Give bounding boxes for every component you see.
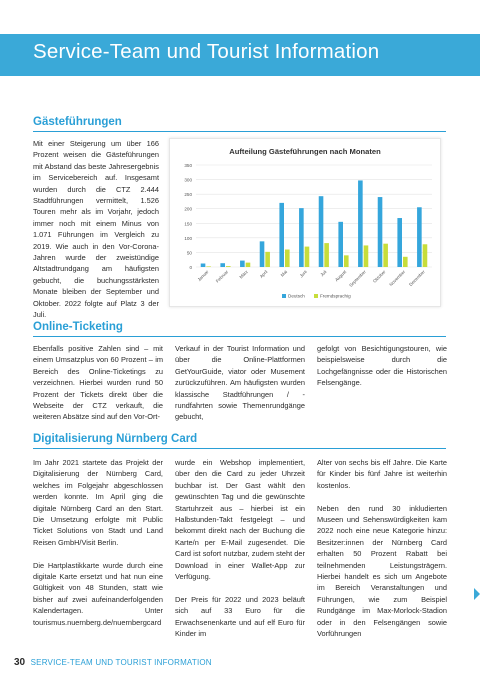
legend-label: Deutsch: [288, 293, 305, 299]
bar-deutsch: [378, 197, 383, 267]
legend-label: Fremdsprachig: [320, 293, 351, 299]
paragraph: Im Jahr 2021 startete das Projekt der Digitalisierung der Nürnberg Card, welches im Folgejahr abgeschlossen werden konnte. Im April ging die digitale Nürnberg Card an den Start. Die Umsetzung erfolgte mit Public Ticket Solutions von Stadt und Land Reisen GmbH/Visit Berlin.: [33, 458, 163, 547]
section-title-online-ticketing: Online-Ticketing: [33, 321, 123, 333]
x-tick-label: Juni: [298, 269, 308, 279]
online-ticketing-col-1: [33, 343, 163, 423]
paragraph: Alter von sechs bis elf Jahre. Die Karte für Kinder bis fünf Jahre ist weiterhin kostenlos.: [317, 458, 447, 490]
bar-fremdsprachig: [246, 263, 251, 267]
header-banner: [0, 34, 480, 76]
chart-grid: [196, 165, 432, 267]
digital-card-col-1: [33, 457, 163, 628]
x-tick-label: September: [348, 269, 367, 288]
bar-deutsch: [319, 196, 324, 267]
chart-canvas: [170, 139, 440, 306]
monthly-tours-chart: [169, 138, 441, 307]
x-tick-label: Januar: [196, 269, 210, 283]
y-tick-label: 250: [184, 192, 192, 198]
x-tick-label: Dezember: [408, 269, 426, 288]
x-tick-label: Juli: [319, 269, 328, 278]
y-tick-label: 150: [184, 221, 192, 227]
bar-deutsch: [338, 222, 343, 267]
bar-fremdsprachig: [324, 243, 329, 267]
paragraph: Verkauf in der Tourist Information und über die Online-Plattformen GetYourGuide, viator oder Musement zurückzuführen. Am häufigsten wurden klassische Stadtführungen / -rundfahrten sowie Themenrundgänge gebucht,: [175, 344, 305, 422]
section-divider: [33, 336, 446, 337]
bar-fremdsprachig: [285, 250, 290, 267]
section-title-guided-tours: Gästeführungen: [33, 116, 122, 128]
digital-card-col-3: [317, 457, 447, 639]
y-tick-label: 100: [184, 235, 192, 241]
x-tick-label: Oktober: [371, 269, 387, 284]
chart-bars: [201, 180, 428, 267]
chart-x-axis: [197, 269, 427, 288]
paragraph: Mit einer Steigerung um über 166 Prozent weisen die Gästeführungen mit Abstand das beste Jahresergebnis im Servicebereich auf. Insgesamt wurden durch die CTZ 2.444 Stadtführungen vermittelt, 1.526 Touren mehr als im Vorjahr, jedoch immer noch mit einem Minus von 1.071 Führungen im Vergleich zu 2019. Wie auch in den Vor-Corona-Jahren wurde der zweistündige Altstadtrundgang am häufigsten gebucht, die buchungsstärksten Monate bleiben der September und Oktober. 2022 folgte auf Platz 3 der Juli.: [33, 139, 159, 320]
bar-fremdsprachig: [364, 245, 369, 267]
x-tick-label: März: [238, 269, 249, 280]
chart-legend: [282, 294, 351, 299]
y-tick-label: 50: [186, 250, 192, 256]
x-tick-label: November: [388, 269, 407, 288]
bar-deutsch: [220, 263, 225, 267]
online-ticketing-col-3: [317, 343, 447, 389]
y-tick-label: 300: [184, 177, 192, 183]
paragraph: Ebenfalls positive Zahlen sind – mit einem Umsatzplus von 60 Prozent – im Bereich des Online-Ticketings zu verzeichnen. Hierbei wurden rund 50 Prozent der Tickets direkt über die Webseite der CTZ verkauft, die weiteren Absätze sind auf den Vor-Ort-: [33, 344, 163, 422]
page-number: 30: [14, 657, 26, 668]
x-tick-label: Februar: [214, 269, 230, 284]
digital-card-col-2: [175, 457, 305, 639]
page-footer: [14, 657, 212, 668]
paragraph: wurde ein Webshop implementiert, über den die Card zu jeder Uhrzeit buchbar ist. Der Gast wählt den gewünschten Tag und die gewünschte Startuhrzeit aus – hierbei ist ein Halbstunden-Takt festgelegt – und bekommt direkt nach der Buchung die Karte/n per E-Mail zugesendet. Die Card ist sofort nutzbar, zudem steht der Download in einer Wallet-App zur Verfügung.: [175, 458, 305, 582]
y-tick-label: 200: [184, 206, 192, 212]
bar-deutsch: [240, 261, 245, 267]
bar-deutsch: [299, 208, 304, 267]
y-tick-label: 0: [189, 265, 192, 270]
y-tick-label: 350: [184, 163, 192, 168]
section-divider: [33, 131, 446, 132]
bar-fremdsprachig: [403, 257, 408, 267]
legend-swatch: [282, 294, 286, 298]
continue-arrow-icon: [474, 588, 480, 600]
bar-fremdsprachig: [226, 266, 231, 267]
page-title: Service-Team und Tourist Information: [33, 40, 380, 63]
legend-swatch: [314, 294, 318, 298]
bar-fremdsprachig: [265, 252, 270, 267]
section-divider: [33, 448, 446, 449]
paragraph: Der Preis für 2022 und 2023 beläuft sich auf 33 Euro für die Erwachsenenkarte und auf elf Euro für Kinder im: [175, 594, 305, 639]
chart-y-axis: [184, 163, 192, 270]
bar-deutsch: [201, 264, 206, 267]
bar-fremdsprachig: [423, 244, 428, 267]
bar-fremdsprachig: [305, 247, 310, 267]
online-ticketing-col-2: [175, 343, 305, 423]
bar-fremdsprachig: [383, 244, 388, 267]
section-title-digital-card: Digitalisierung Nürnberg Card: [33, 433, 198, 445]
paragraph: gefolgt von Besichtigungstouren, wie beispielsweise durch die Lochgefängnisse oder die Historischen Felsengänge.: [317, 344, 447, 388]
bar-deutsch: [397, 218, 402, 267]
bar-deutsch: [260, 241, 265, 267]
bar-deutsch: [417, 207, 422, 267]
chart-title: Aufteilung Gästeführungen nach Monaten: [229, 147, 381, 156]
x-tick-label: Mai: [279, 269, 289, 278]
top-margin: [0, 0, 480, 34]
x-tick-label: April: [258, 269, 269, 279]
bar-deutsch: [358, 180, 363, 267]
paragraph: Die Hartplastikkarte wurde durch eine digitale Karte ersetzt und hat nun eine Gültigkeit von 48 Stunden, statt wie bisher auf zwei aufeinanderfolgenden Kalendertagen. Unter tourismus.nuernberg.de/nuernbergcard: [33, 560, 163, 627]
paragraph: Neben den rund 30 inkludierten Museen und Sehenswürdigkeiten kam 2022 noch eine neue Kategorie hinzu: Besitzer:innen der Nürnberg Card erhalten 50 Prozent Rabatt bei teilnehmenden Leistungsträgern. Hierbei handelt es sich um Angebote im Bereich Veranstaltungen und Führungen, wie zum Beispiel Rundgänge im Max-Morlock-Stadion oder in den Felsengängen sowie Vorführungen: [317, 503, 447, 639]
footer-label: SERVICE-TEAM UND TOURIST INFORMATION: [30, 658, 212, 667]
x-tick-label: August: [334, 269, 348, 283]
bar-fremdsprachig: [206, 266, 211, 267]
guided-tours-text: [33, 138, 159, 321]
bar-fremdsprachig: [344, 255, 349, 267]
bar-deutsch: [279, 203, 284, 267]
